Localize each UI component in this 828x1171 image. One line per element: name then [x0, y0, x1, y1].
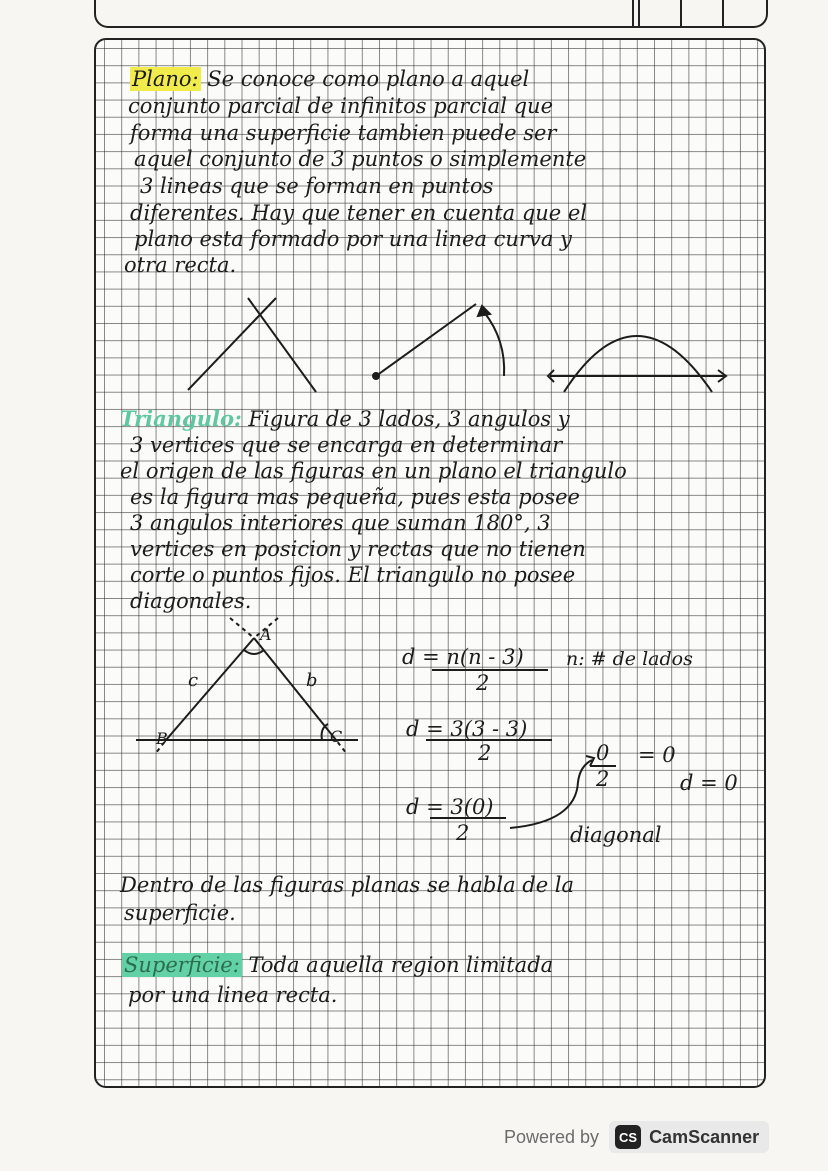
result-eq: = 0 — [638, 743, 676, 767]
vertex-c-label: C — [330, 727, 343, 746]
triangulo-line-6: vertices en posicion y rectas que no tienen — [130, 537, 586, 561]
powered-by-label: Powered by — [504, 1126, 600, 1147]
camscanner-watermark — [504, 1120, 769, 1154]
triangulo-line-2: 3 vertices que se encarga en determinar — [130, 433, 563, 457]
formula-zero-den: 2 — [456, 821, 470, 845]
plano-title: Plano: — [132, 67, 199, 91]
plano-line-6: diferentes. Hay que tener en cuenta que el — [130, 201, 588, 225]
vertex-a-label: A — [260, 625, 272, 644]
vertex-b-label: B — [156, 729, 168, 748]
formula-note: n: # de lados — [566, 648, 693, 670]
superficie-line-2: por una linea recta. — [128, 983, 338, 1007]
plano-line-7: plano esta formado por una linea curva y — [134, 227, 572, 251]
side-c-label: c — [188, 670, 199, 691]
triangulo-line-7: corte o puntos fijos. El triangulo no posee — [130, 563, 576, 587]
plano-text: Se conoce como plano a aquel — [207, 67, 530, 91]
plano-line-3: forma una superficie tambien puede ser — [130, 121, 557, 145]
notebook-page — [94, 38, 766, 1088]
intersecting-lines-sketch — [188, 298, 316, 392]
formula-subst-num: d = 3(3 - 3) — [406, 717, 528, 741]
dentro-line-2: superficie. — [124, 901, 236, 925]
formula-general-num: d = n(n - 3) — [402, 645, 524, 669]
camscanner-badge — [609, 1121, 769, 1153]
superficie-text: Toda aquella region limitada — [248, 953, 554, 977]
top-strip-divider — [632, 0, 634, 26]
formula-zero-num: d = 3(0) — [406, 795, 494, 819]
angle-ray-sketch — [373, 304, 504, 379]
notebook-top-strip — [94, 0, 768, 28]
plano-sketches — [96, 290, 764, 400]
top-strip-divider — [638, 0, 640, 26]
plano-line-1 — [130, 68, 529, 90]
dentro-line-1: Dentro de las figuras planas se habla de la — [120, 873, 575, 897]
formula-subst-den: 2 — [478, 741, 492, 765]
top-strip-divider — [680, 0, 682, 26]
triangulo-line-8: diagonales. — [130, 589, 252, 613]
triangulo-line-5: 3 angulos interiores que suman 180°, 3 — [130, 511, 551, 535]
plano-line-4: aquel conjunto de 3 puntos o simplemente — [134, 147, 587, 171]
triangulo-text: Figura de 3 lados, 3 angulos y — [248, 407, 570, 431]
triangulo-line-4: es la figura mas pequeña, pues esta posee — [130, 485, 580, 509]
superficie-line-1 — [122, 954, 553, 976]
diagonal-word: diagonal — [570, 823, 662, 847]
fraction-bar-1 — [432, 668, 552, 672]
formula-general-den: 2 — [476, 671, 490, 695]
arrow-connector — [506, 752, 596, 832]
camscanner-logo-icon: CS — [615, 1125, 641, 1149]
result-num: 0 — [596, 741, 610, 765]
result-d: d = 0 — [680, 771, 738, 795]
triangulo-line-3: el origen de las figuras en un plano el triangulo — [120, 459, 627, 483]
plano-line-5: 3 lineas que se forman en puntos — [140, 174, 494, 198]
result-den: 2 — [596, 767, 610, 791]
camscanner-brand-name: CamScanner — [649, 1126, 760, 1147]
triangulo-line-1 — [120, 408, 570, 430]
top-strip-divider — [722, 0, 724, 26]
plano-line-2: conjunto parcial de infinitos parcial que — [128, 94, 553, 118]
plano-line-8: otra recta. — [124, 253, 237, 277]
superficie-title: Superficie: — [124, 953, 240, 977]
side-b-label: b — [306, 670, 318, 691]
curve-and-line-sketch — [548, 336, 726, 392]
fraction-bar-3 — [430, 816, 510, 820]
triangulo-title: Triangulo: — [120, 406, 242, 431]
